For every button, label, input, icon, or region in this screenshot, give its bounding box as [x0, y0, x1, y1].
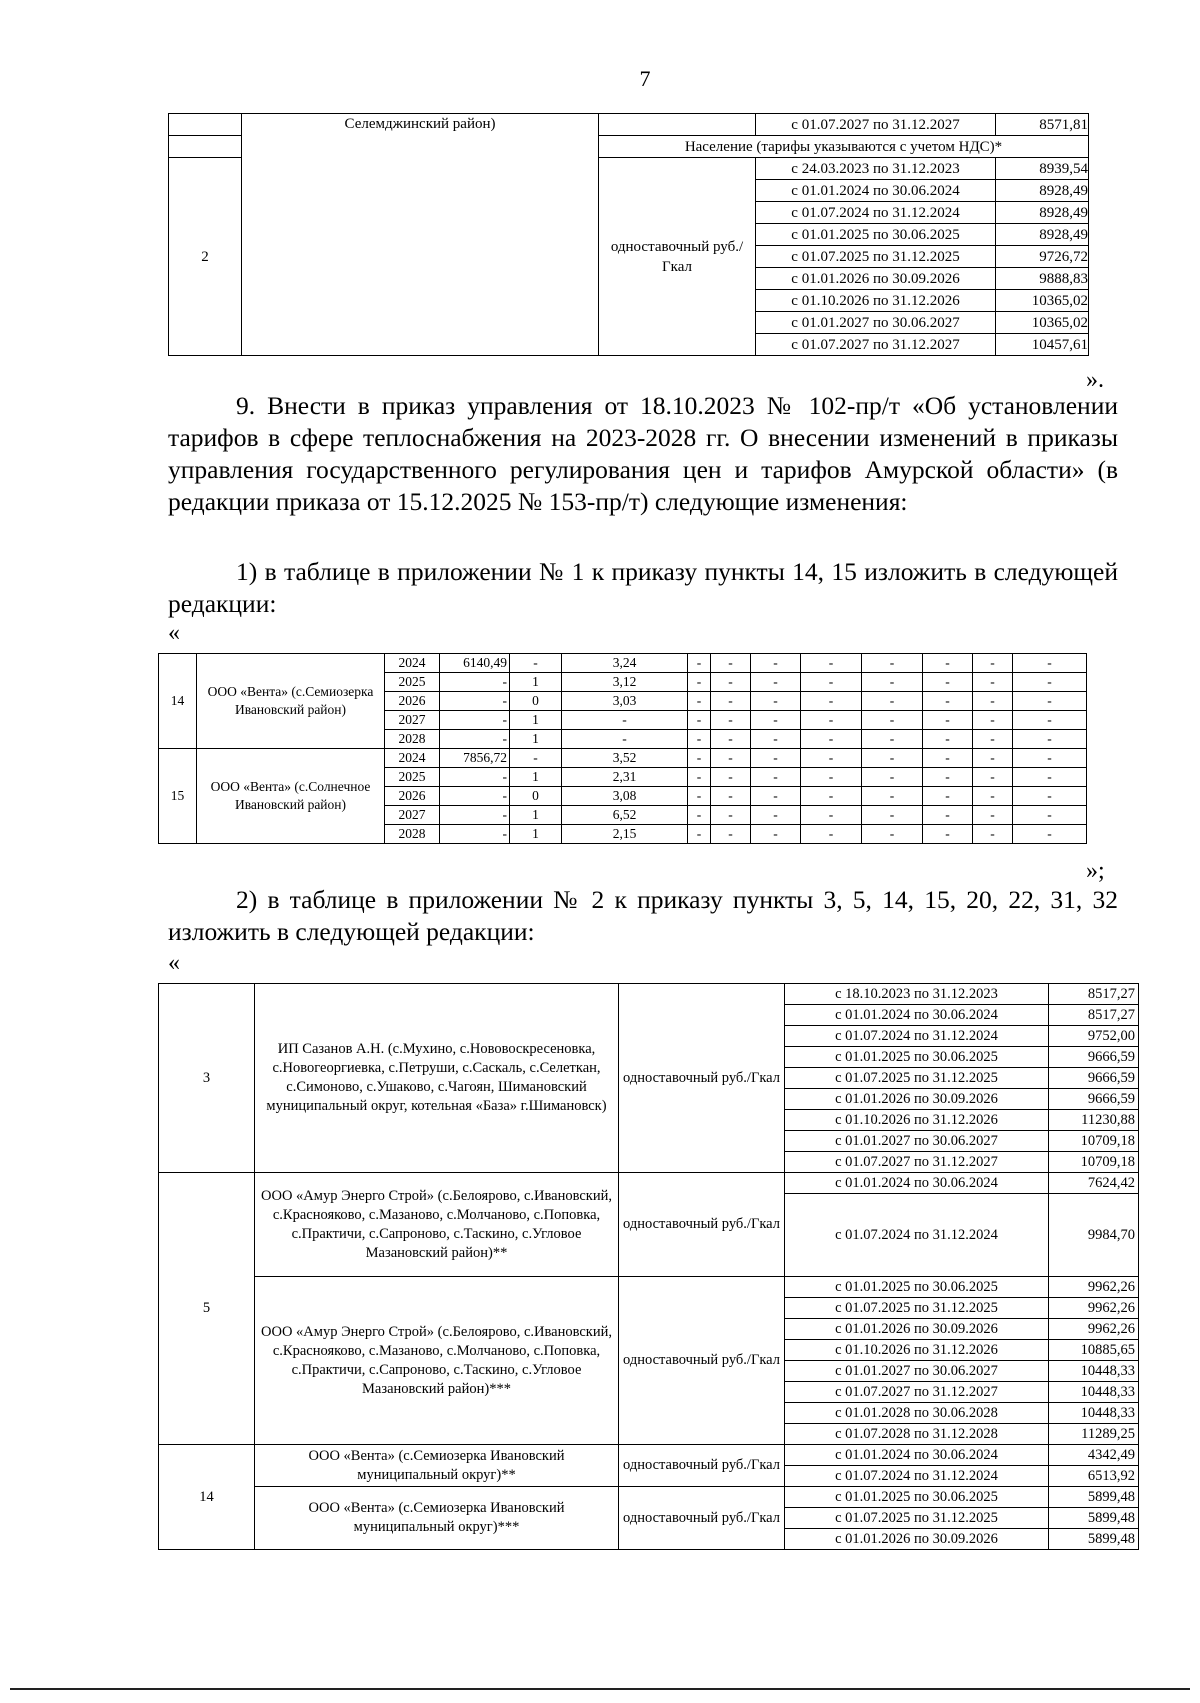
value-cell: 1 — [510, 730, 562, 749]
value-cell: - — [973, 673, 1013, 692]
value-cell: 3,24 — [562, 654, 688, 673]
subitem-1-text: 1) в таблице в приложении № 1 к приказу пункты 14, 15 изложить в следующей редакции: — [168, 557, 1118, 618]
tariff-value: 10448,33 — [1049, 1403, 1139, 1424]
value-cell: - — [751, 806, 801, 825]
tariff-value: 8571,81 — [996, 114, 1089, 136]
tariff-table-population — [168, 113, 1089, 356]
value-cell: - — [1013, 711, 1087, 730]
period-cell: с 01.07.2025 по 31.12.2025 — [785, 1298, 1049, 1319]
value-cell: - — [751, 749, 801, 768]
value-cell: - — [688, 806, 711, 825]
period-cell: с 01.07.2027 по 31.12.2027 — [756, 114, 996, 136]
row-number: 14 — [159, 654, 197, 749]
year-cell: 2024 — [385, 654, 440, 673]
period-cell: с 01.01.2027 по 30.06.2027 — [756, 312, 996, 334]
value-cell: - — [973, 749, 1013, 768]
tariff-type: одноставочный руб./Гкал — [619, 1173, 785, 1277]
value-cell: - — [688, 768, 711, 787]
table-row — [159, 1173, 1139, 1194]
value-cell: - — [688, 730, 711, 749]
appendix-2-table — [158, 983, 1139, 1550]
period-cell: с 01.10.2026 по 31.12.2026 — [785, 1340, 1049, 1361]
value-cell: - — [562, 711, 688, 730]
period-cell: с 01.01.2027 по 30.06.2027 — [785, 1131, 1049, 1152]
value-cell: 3,08 — [562, 787, 688, 806]
value-cell: - — [923, 654, 973, 673]
period-cell: с 01.01.2025 по 30.06.2025 — [785, 1487, 1049, 1508]
value-cell: 1 — [510, 806, 562, 825]
value-cell: - — [1013, 692, 1087, 711]
period-cell: с 01.10.2026 по 31.12.2026 — [785, 1110, 1049, 1131]
value-cell: - — [562, 730, 688, 749]
value-cell: 3,03 — [562, 692, 688, 711]
value-cell: 7856,72 — [440, 749, 510, 768]
empty-cell — [169, 114, 242, 136]
year-cell: 2026 — [385, 787, 440, 806]
tariff-value: 4342,49 — [1049, 1445, 1139, 1466]
tariff-value: 9666,59 — [1049, 1047, 1139, 1068]
value-cell: 1 — [510, 673, 562, 692]
organization-cell: ООО «Амур Энерго Строй» (с.Белоярово, с.Ивановский, с.Краснояково, с.Мазаново, с.Молчаново, с.Поповка, с.Практичи, с.Сапроново, с.Таскино, с.Угловое Мазановский район)** — [255, 1173, 619, 1277]
row-number: 15 — [159, 749, 197, 844]
value-cell: - — [1013, 825, 1087, 844]
period-cell: с 01.07.2028 по 31.12.2028 — [785, 1424, 1049, 1445]
value-cell: - — [688, 749, 711, 768]
value-cell: - — [862, 787, 923, 806]
value-cell: - — [440, 825, 510, 844]
tariff-value: 9752,00 — [1049, 1026, 1139, 1047]
value-cell: - — [801, 692, 862, 711]
year-cell: 2028 — [385, 825, 440, 844]
value-cell: - — [1013, 654, 1087, 673]
subitem-2-paragraph — [168, 884, 1118, 948]
tariff-type: одноставочный руб./Гкал — [599, 158, 756, 356]
value-cell: - — [862, 730, 923, 749]
tariff-value: 10709,18 — [1049, 1152, 1139, 1173]
value-cell: - — [711, 787, 751, 806]
value-cell: - — [973, 787, 1013, 806]
value-cell: - — [923, 711, 973, 730]
district-cell: Селемджинский район) — [242, 114, 599, 356]
value-cell: - — [973, 692, 1013, 711]
appendix-1-table — [158, 653, 1087, 844]
organization-cell: ООО «Вента» (с.Семиозерка Ивановский муниципальный округ)** — [255, 1445, 619, 1487]
period-cell: с 01.07.2024 по 31.12.2024 — [785, 1194, 1049, 1277]
population-header: Население (тарифы указываются с учетом НДС)* — [599, 136, 1089, 158]
value-cell: - — [440, 711, 510, 730]
tariff-value: 9962,26 — [1049, 1277, 1139, 1298]
value-cell: - — [973, 806, 1013, 825]
period-cell: с 01.07.2025 по 31.12.2025 — [785, 1508, 1049, 1529]
value-cell: - — [1013, 787, 1087, 806]
year-cell: 2026 — [385, 692, 440, 711]
organization-cell: ООО «Вента» (с.Семиозерка Ивановский район) — [197, 654, 385, 749]
row-number: 3 — [159, 984, 255, 1173]
value-cell: - — [801, 654, 862, 673]
opening-quote-2: « — [168, 950, 180, 976]
value-cell: - — [711, 806, 751, 825]
value-cell: - — [751, 673, 801, 692]
value-cell: - — [923, 825, 973, 844]
period-cell: с 01.10.2026 по 31.12.2026 — [756, 290, 996, 312]
value-cell: - — [862, 711, 923, 730]
value-cell: - — [801, 730, 862, 749]
value-cell: - — [711, 730, 751, 749]
value-cell: - — [711, 749, 751, 768]
period-cell: с 01.07.2027 по 31.12.2027 — [785, 1382, 1049, 1403]
period-cell: с 01.01.2026 по 30.09.2026 — [785, 1089, 1049, 1110]
tariff-value: 8939,54 — [996, 158, 1089, 180]
value-cell: 1 — [510, 825, 562, 844]
period-cell: с 01.01.2028 по 30.06.2028 — [785, 1403, 1049, 1424]
value-cell: - — [923, 749, 973, 768]
year-cell: 2025 — [385, 768, 440, 787]
tariff-type: одноставочный руб./Гкал — [619, 1487, 785, 1550]
value-cell: - — [688, 692, 711, 711]
value-cell: - — [711, 692, 751, 711]
value-cell: - — [440, 806, 510, 825]
value-cell: - — [1013, 768, 1087, 787]
value-cell: - — [711, 825, 751, 844]
year-cell: 2027 — [385, 806, 440, 825]
tariff-value: 7624,42 — [1049, 1173, 1139, 1194]
value-cell: - — [801, 749, 862, 768]
value-cell: - — [801, 825, 862, 844]
tariff-value: 9888,83 — [996, 268, 1089, 290]
value-cell: - — [440, 692, 510, 711]
tariff-value: 10365,02 — [996, 312, 1089, 334]
tariff-value: 8928,49 — [996, 180, 1089, 202]
value-cell: - — [923, 673, 973, 692]
value-cell: - — [751, 711, 801, 730]
period-cell: с 01.01.2026 по 30.09.2026 — [785, 1529, 1049, 1550]
value-cell: 1 — [510, 768, 562, 787]
value-cell: - — [923, 730, 973, 749]
tariff-value: 9962,26 — [1049, 1298, 1139, 1319]
value-cell: - — [973, 730, 1013, 749]
period-cell: с 01.07.2025 по 31.12.2025 — [756, 246, 996, 268]
value-cell: - — [801, 711, 862, 730]
period-cell: с 18.10.2023 по 31.12.2023 — [785, 984, 1049, 1005]
value-cell: - — [801, 806, 862, 825]
value-cell: - — [711, 768, 751, 787]
value-cell: - — [801, 787, 862, 806]
value-cell: - — [711, 654, 751, 673]
value-cell: - — [751, 730, 801, 749]
value-cell: - — [751, 654, 801, 673]
organization-cell: ООО «Вента» (с.Семиозерка Ивановский муниципальный округ)*** — [255, 1487, 619, 1550]
row-number: 14 — [159, 1445, 255, 1550]
value-cell: - — [688, 787, 711, 806]
organization-cell: ООО «Вента» (с.Солнечное Ивановский район) — [197, 749, 385, 844]
page-number: 7 — [639, 66, 651, 91]
year-cell: 2025 — [385, 673, 440, 692]
value-cell: - — [1013, 806, 1087, 825]
table-row — [159, 984, 1139, 1005]
value-cell: - — [510, 654, 562, 673]
tariff-value: 9666,59 — [1049, 1068, 1139, 1089]
value-cell: 1 — [510, 711, 562, 730]
table-row — [159, 1487, 1139, 1508]
tariff-value: 8517,27 — [1049, 984, 1139, 1005]
period-cell: с 01.07.2024 по 31.12.2024 — [785, 1026, 1049, 1047]
value-cell: - — [688, 825, 711, 844]
empty-cell — [599, 114, 756, 136]
period-cell: с 01.01.2025 по 30.06.2025 — [785, 1047, 1049, 1068]
table-row — [159, 654, 1087, 673]
tariff-value: 5899,48 — [1049, 1487, 1139, 1508]
value-cell: - — [751, 768, 801, 787]
tariff-type: одноставочный руб./Гкал — [619, 1445, 785, 1487]
value-cell: - — [923, 787, 973, 806]
tariff-value: 5899,48 — [1049, 1529, 1139, 1550]
table-row — [169, 114, 1089, 136]
value-cell: 6140,49 — [440, 654, 510, 673]
period-cell: с 01.01.2027 по 30.06.2027 — [785, 1361, 1049, 1382]
organization-cell: ИП Сазанов А.Н. (с.Мухино, с.Нововоскресеновка, с.Новогеоргиевка, с.Петруши, с.Саскаль, с.Селеткан, с.Симоново, с.Ушаково, с.Чагоян, Шимановский муниципальный округ, котельная «База» г.Шимановск) — [255, 984, 619, 1173]
period-cell: с 01.07.2024 по 31.12.2024 — [785, 1466, 1049, 1487]
tariff-value: 11289,25 — [1049, 1424, 1139, 1445]
table-row — [159, 749, 1087, 768]
tariff-type: одноставочный руб./Гкал — [619, 984, 785, 1173]
tariff-value: 10457,61 — [996, 334, 1089, 356]
period-cell: с 01.07.2027 по 31.12.2027 — [785, 1152, 1049, 1173]
value-cell: - — [862, 768, 923, 787]
value-cell: - — [862, 673, 923, 692]
value-cell: - — [1013, 749, 1087, 768]
tariff-value: 11230,88 — [1049, 1110, 1139, 1131]
subitem-2-text: 2) в таблице в приложении № 2 к приказу пункты 3, 5, 14, 15, 20, 22, 31, 32 изложить в следующей редакции: — [168, 885, 1118, 946]
value-cell: 2,31 — [562, 768, 688, 787]
value-cell: - — [862, 692, 923, 711]
value-cell: - — [923, 768, 973, 787]
year-cell: 2027 — [385, 711, 440, 730]
value-cell: - — [862, 654, 923, 673]
value-cell: - — [862, 825, 923, 844]
value-cell: - — [440, 673, 510, 692]
tariff-value: 5899,48 — [1049, 1508, 1139, 1529]
year-cell: 2028 — [385, 730, 440, 749]
value-cell: - — [973, 654, 1013, 673]
value-cell: - — [440, 730, 510, 749]
tariff-value: 6513,92 — [1049, 1466, 1139, 1487]
value-cell: - — [688, 673, 711, 692]
value-cell: - — [688, 711, 711, 730]
value-cell: - — [862, 749, 923, 768]
tariff-value: 9962,26 — [1049, 1319, 1139, 1340]
period-cell: с 24.03.2023 по 31.12.2023 — [756, 158, 996, 180]
value-cell: - — [801, 673, 862, 692]
tariff-value: 8928,49 — [996, 224, 1089, 246]
year-cell: 2024 — [385, 749, 440, 768]
value-cell: - — [1013, 730, 1087, 749]
value-cell: - — [510, 749, 562, 768]
value-cell: - — [440, 787, 510, 806]
tariff-type: одноставочный руб./Гкал — [619, 1277, 785, 1445]
tariff-value: 9984,70 — [1049, 1194, 1139, 1277]
tariff-value: 8517,27 — [1049, 1005, 1139, 1026]
subitem-1-paragraph — [168, 556, 1118, 620]
value-cell: - — [923, 806, 973, 825]
tariff-value: 8928,49 — [996, 202, 1089, 224]
table-row — [159, 1445, 1139, 1466]
period-cell: с 01.07.2027 по 31.12.2027 — [756, 334, 996, 356]
row-number: 5 — [159, 1173, 255, 1445]
value-cell: 0 — [510, 692, 562, 711]
value-cell: - — [688, 654, 711, 673]
value-cell: - — [973, 768, 1013, 787]
value-cell: - — [973, 825, 1013, 844]
closing-quote-2: »; — [1086, 858, 1105, 884]
value-cell: 3,12 — [562, 673, 688, 692]
tariff-value: 10365,02 — [996, 290, 1089, 312]
period-cell: с 01.07.2025 по 31.12.2025 — [785, 1068, 1049, 1089]
tariff-value: 10709,18 — [1049, 1131, 1139, 1152]
period-cell: с 01.01.2024 по 30.06.2024 — [785, 1173, 1049, 1194]
value-cell: - — [973, 711, 1013, 730]
value-cell: - — [801, 768, 862, 787]
page-bottom-edge — [10, 1688, 1190, 1690]
value-cell: 3,52 — [562, 749, 688, 768]
period-cell: с 01.01.2025 по 30.06.2025 — [785, 1277, 1049, 1298]
tariff-value: 10448,33 — [1049, 1382, 1139, 1403]
value-cell: - — [711, 673, 751, 692]
value-cell: - — [751, 787, 801, 806]
empty-cell — [169, 136, 242, 158]
period-cell: с 01.07.2024 по 31.12.2024 — [756, 202, 996, 224]
item-9-text: 9. Внести в приказ управления от 18.10.2023 № 102-пр/т «Об установлении тарифов в сфере теплоснабжения на 2023-2028 гг. О внесении изменений в приказы управления государственного регулирования цен и тарифов Амурской области» (в редакции приказа от 15.12.2025 № 153-пр/т) следующие изменения: — [168, 391, 1118, 516]
period-cell: с 01.01.2026 по 30.09.2026 — [756, 268, 996, 290]
value-cell: - — [440, 768, 510, 787]
value-cell: 0 — [510, 787, 562, 806]
period-cell: с 01.01.2024 по 30.06.2024 — [785, 1005, 1049, 1026]
closing-quote: ». — [1086, 367, 1104, 393]
opening-quote: « — [168, 620, 180, 646]
row-number: 2 — [169, 158, 242, 356]
period-cell: с 01.01.2024 по 30.06.2024 — [756, 180, 996, 202]
tariff-value: 10885,65 — [1049, 1340, 1139, 1361]
tariff-value: 9726,72 — [996, 246, 1089, 268]
value-cell: - — [862, 806, 923, 825]
value-cell: - — [751, 825, 801, 844]
table-row — [159, 1277, 1139, 1298]
period-cell: с 01.01.2024 по 30.06.2024 — [785, 1445, 1049, 1466]
value-cell: - — [1013, 673, 1087, 692]
period-cell: с 01.01.2026 по 30.09.2026 — [785, 1319, 1049, 1340]
item-9-paragraph — [168, 390, 1118, 518]
value-cell: - — [711, 711, 751, 730]
value-cell: - — [923, 692, 973, 711]
value-cell: 2,15 — [562, 825, 688, 844]
value-cell: - — [751, 692, 801, 711]
organization-cell: ООО «Амур Энерго Строй» (с.Белоярово, с.Ивановский, с.Краснояково, с.Мазаново, с.Молчаново, с.Поповка, с.Практичи, с.Сапроново, с.Таскино, с.Угловое Мазановский район)*** — [255, 1277, 619, 1445]
period-cell: с 01.01.2025 по 30.06.2025 — [756, 224, 996, 246]
value-cell: 6,52 — [562, 806, 688, 825]
tariff-value: 9666,59 — [1049, 1089, 1139, 1110]
tariff-value: 10448,33 — [1049, 1361, 1139, 1382]
